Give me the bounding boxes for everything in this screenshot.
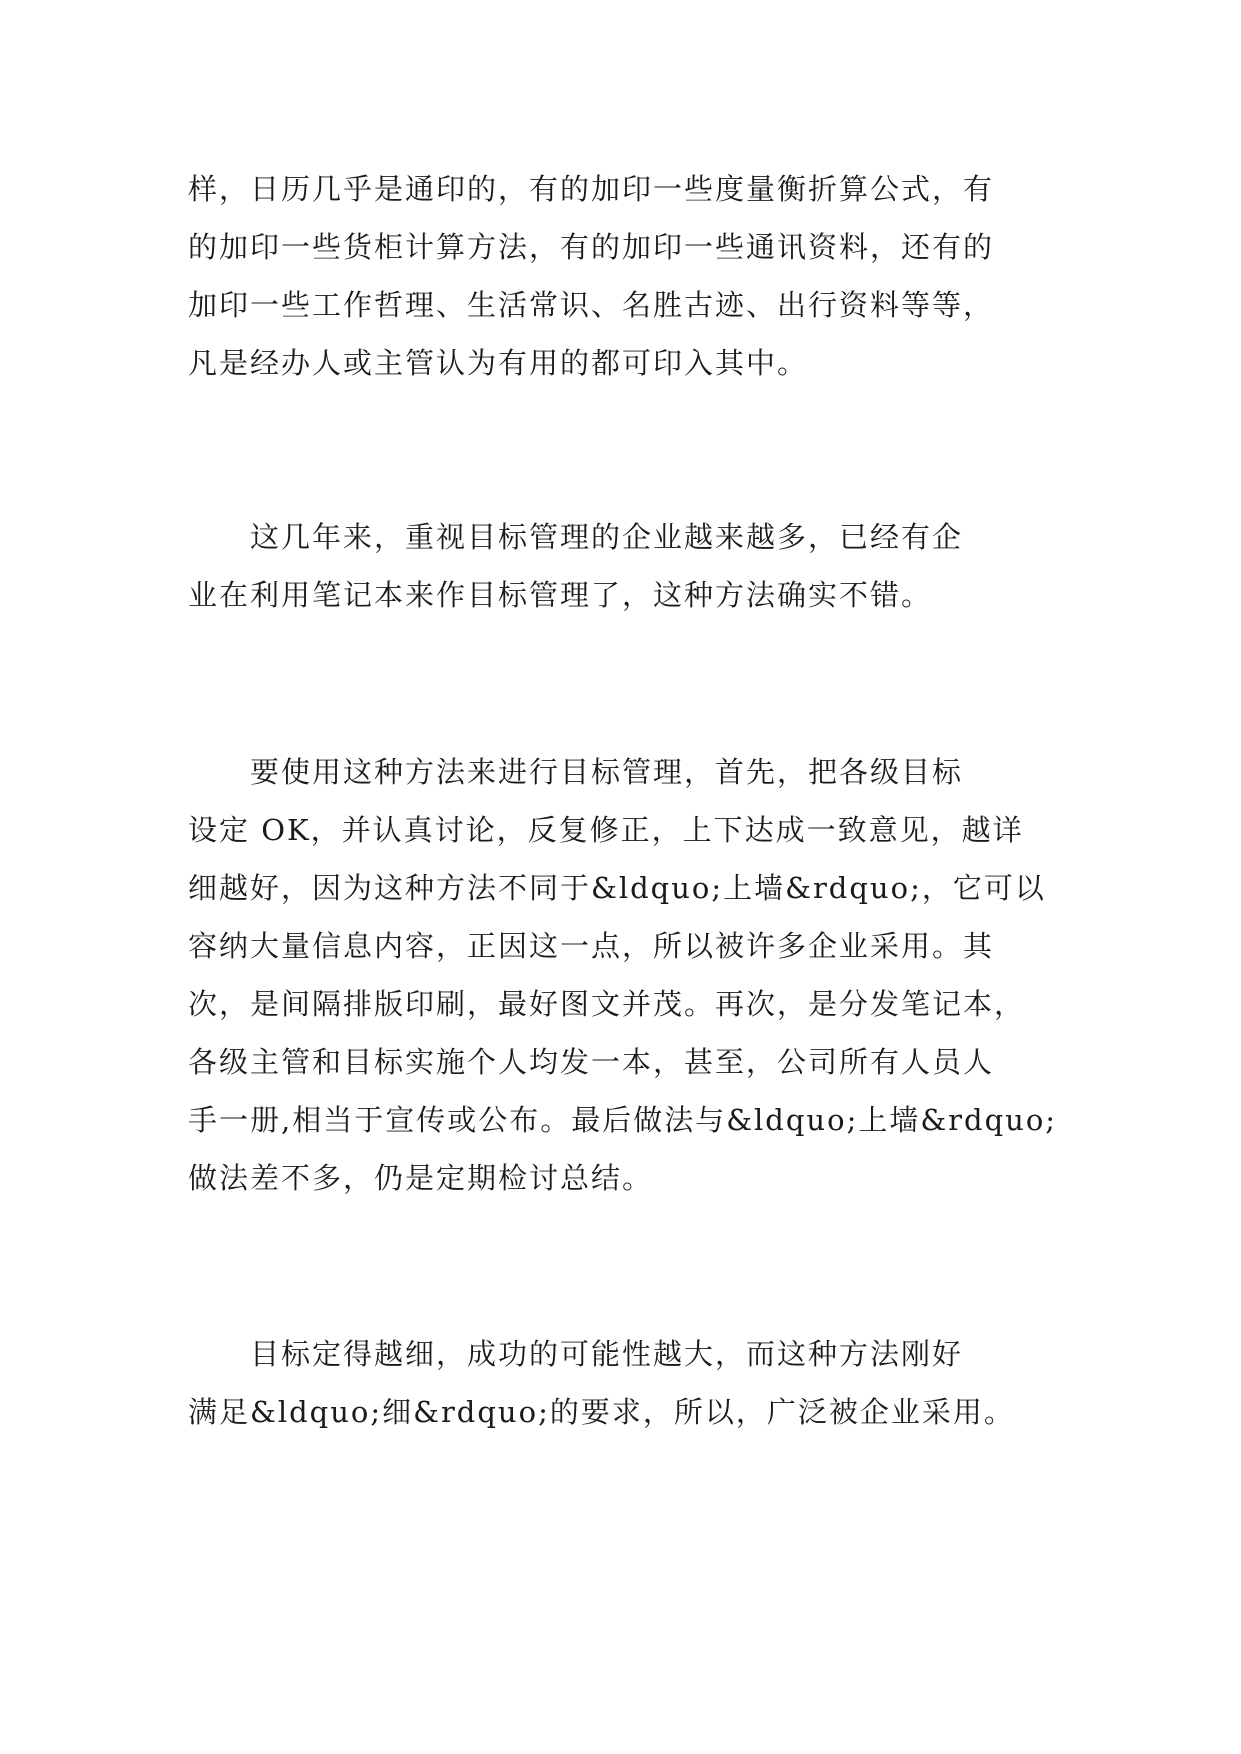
text-line: 凡是经办人或主管认为有用的都可印入其中。 (188, 346, 809, 380)
text-line: 满足&ldquo;细&rdquo;的要求，所以，广泛被企业采用。 (188, 1395, 1015, 1429)
text-line: 容纳大量信息内容，正因这一点，所以被许多企业采用。其 (188, 929, 995, 963)
text-line: 目标定得越细，成功的可能性越大，而这种方法刚好 (188, 1337, 964, 1371)
text-line: 设定 OK，并认真讨论，反复修正，上下达成一致意见，越详 (188, 813, 1024, 847)
text-line: 手一册,相当于宣传或公布。最后做法与&ldquo;上墙&rdquo; (188, 1103, 1058, 1137)
text-line: 的加印一些货柜计算方法，有的加印一些通讯资料，还有的 (188, 230, 995, 264)
paragraph-1 (188, 160, 1068, 392)
text-line: 这几年来，重视目标管理的企业越来越多，已经有企 (188, 520, 964, 554)
text-line: 加印一些工作哲理、生活常识、名胜古迹、出行资料等等， (188, 288, 995, 322)
text-line: 次，是间隔排版印刷，最好图文并茂。再次，是分发笔记本， (188, 987, 1026, 1021)
text-line: 要使用这种方法来进行目标管理，首先，把各级目标 (188, 755, 964, 789)
paragraph-4 (188, 1325, 1068, 1441)
text-line: 各级主管和目标实施个人均发一本，甚至，公司所有人员人 (188, 1045, 995, 1079)
text-line: 细越好，因为这种方法不同于&ldquo;上墙&rdquo;，它可以 (188, 871, 1046, 905)
text-line: 样，日历几乎是通印的，有的加印一些度量衡折算公式，有 (188, 172, 995, 206)
text-line: 做法差不多，仍是定期检讨总结。 (188, 1161, 654, 1195)
paragraph-3 (188, 743, 1068, 1207)
text-line: 业在利用笔记本来作目标管理了，这种方法确实不错。 (188, 578, 933, 612)
paragraph-2 (188, 508, 1068, 624)
